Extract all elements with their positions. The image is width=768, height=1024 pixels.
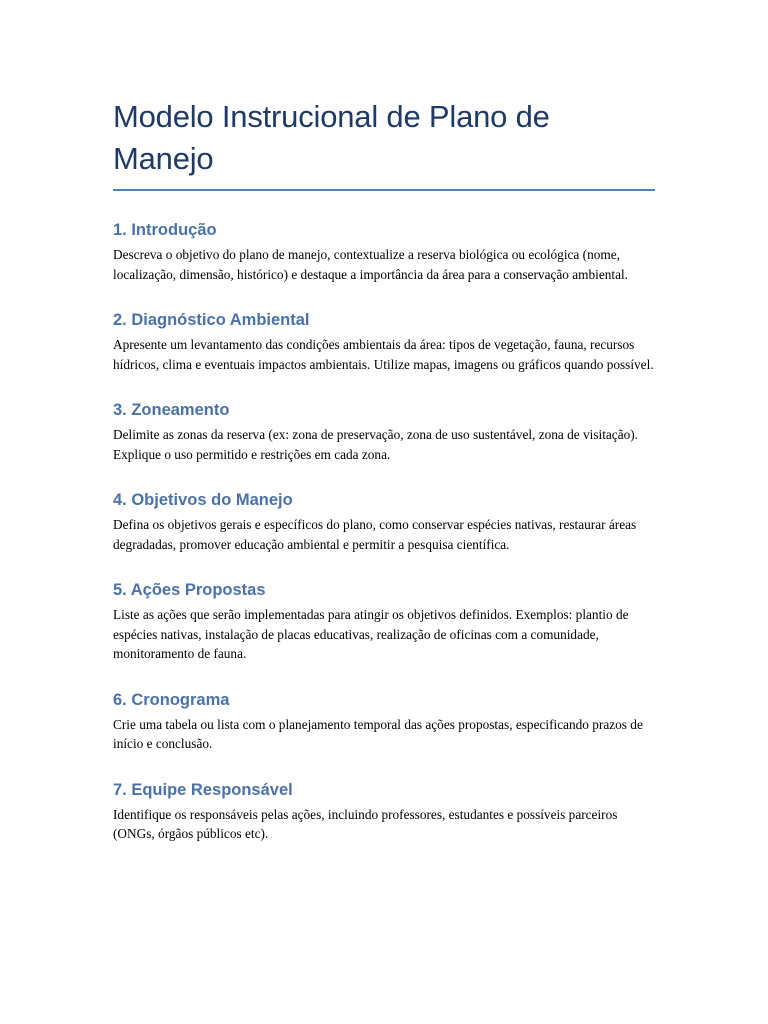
section-heading: 4. Objetivos do Manejo xyxy=(113,491,293,509)
section-heading: 3. Zoneamento xyxy=(113,401,230,419)
section-paragraph: Identifique os responsáveis pelas ações, incluindo professores, estudantes e possíveis parceiros (ONGs, órgãos públicos etc). xyxy=(113,806,618,841)
section-zoneamento xyxy=(113,399,655,464)
section-introducao xyxy=(113,219,655,284)
section-equipe-responsavel xyxy=(113,779,655,844)
document-title: Modelo Instrucional de Plano de Manejo xyxy=(113,99,550,176)
section-objetivos-do-manejo xyxy=(113,489,655,554)
section-paragraph: Crie uma tabela ou lista com o planejamento temporal das ações propostas, especificando prazos de início e conclusão. xyxy=(113,716,643,751)
section-paragraph: Apresente um levantamento das condições ambientais da área: tipos de vegetação, fauna, recursos hídricos, clima e eventuais impactos ambientais. Utilize mapas, imagens ou gráficos quando possível. xyxy=(113,337,654,372)
section-paragraph: Defina os objetivos gerais e específicos do plano, como conservar espécies nativas, restaurar áreas degradadas, promover educação ambiental e permitir a pesquisa científica. xyxy=(113,517,637,552)
section-heading: 6. Cronograma xyxy=(113,690,230,709)
section-heading: 2. Diagnóstico Ambiental xyxy=(113,311,310,329)
section-heading: 7. Equipe Responsável xyxy=(113,780,293,799)
title-divider xyxy=(113,189,655,191)
section-paragraph: Delimite as zonas da reserva (ex: zona de preservação, zona de uso sustentável, zona de visitação). Explique o uso permitido e restrições em cada zona. xyxy=(113,427,638,462)
section-cronograma xyxy=(113,689,655,754)
document-page xyxy=(113,96,655,869)
section-diagnostico-ambiental xyxy=(113,309,655,374)
section-heading: 5. Ações Propostas xyxy=(113,581,266,599)
section-acoes-propostas xyxy=(113,579,655,664)
section-heading: 1. Introdução xyxy=(113,221,217,239)
section-paragraph: Descreva o objetivo do plano de manejo, contextualize a reserva biológica ou ecológica (nome, localização, dimensão, histórico) e destaque a importância da área para a conservação ambiental. xyxy=(113,247,629,282)
section-paragraph: Liste as ações que serão implementadas para atingir os objetivos definidos. Exemplos: plantio de espécies nativas, instalação de placas educativas, realização de oficinas com a comunidade, monitoramento de fauna. xyxy=(113,607,629,661)
